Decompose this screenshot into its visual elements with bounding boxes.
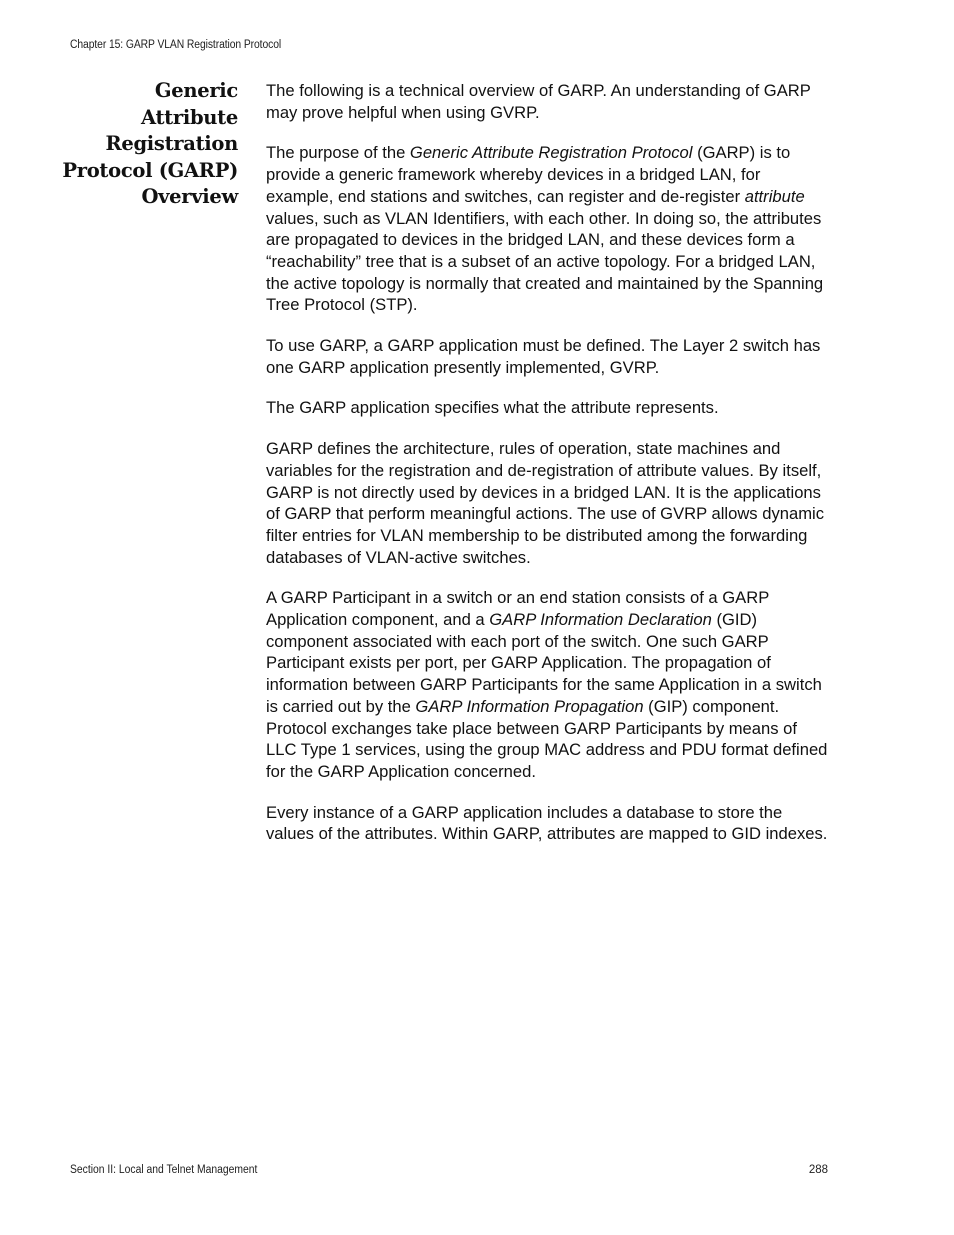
paragraph-application: To use GARP, a GARP application must be defined. The Layer 2 switch has one GARP application presently implemented, GVRP. [266,336,821,377]
text-run: (GARP) is to provide a generic framework whereby devices in a bridged LAN, for example, end stations and switches, can register and de-register [266,143,791,206]
text-run: values, such as VLAN Identifiers, with each other. In doing so, the attributes are propagated to devices in the bridged LAN, and these devices form a “reachability” tree that is a subset of an active topology. For a bridged LAN, the active topology is normally that created and maintained by the Spanning Tree Protocol (STP). [266,208,824,315]
running-header: Chapter 15: GARP VLAN Registration Protocol [70,39,282,51]
paragraph-intro: The following is a technical overview of GARP. An understanding of GARP may prove helpful when using GVRP. [266,81,811,122]
text-run: (GID) component associated with each port of the switch. One such GARP Participant exists per port, per GARP Application. The propagation of information between GARP Participants for the same Application in a switch is carried out by the [266,610,822,716]
heading-line: Protocol (GARP) [62,158,238,182]
heading-line: Registration [105,132,238,155]
paragraph-attribute: The GARP application specifies what the attribute represents. [266,398,719,418]
paragraph-database: Every instance of a GARP application includes a database to store the values of the attributes. Within GARP, attributes are mapped to GID indexes. [266,802,828,844]
italic-term: Generic Attribute Registration Protocol [409,143,693,163]
text-run: A GARP Participant in a switch or an end station consists of a GARP Application component, and a [266,588,769,630]
page-number: 288 [808,1164,828,1176]
heading-line: Generic [154,79,238,102]
heading-line: Attribute [140,105,238,129]
section-heading [40,78,238,211]
paragraph-purpose [266,142,832,316]
heading-line: Overview [141,185,238,208]
text-run: (GIP) component. Protocol exchanges take place between GARP Participants by means of LLC Type 1 services, using the group MAC address and PDU format defined for the GARP Application concerned. [266,696,828,781]
footer-section: Section II: Local and Telnet Management [70,1164,258,1176]
italic-term: GARP Information Declaration [489,610,712,630]
paragraph-architecture: GARP defines the architecture, rules of operation, state machines and variables for the registration and de-registration of attribute values. By itself, GARP is not directly used by devices in a bridged LAN. It is the applications of GARP that perform meaningful actions. The use of GVRP allows dynamic filter entries for VLAN membership to be distributed among the forwarding databases of VLAN-active switches. [266,439,825,567]
italic-term: attribute [744,186,805,206]
paragraph-participant [266,587,832,782]
text-run: The purpose of the [266,143,410,163]
body-text [266,80,832,864]
italic-term: GARP Information Propagation [415,696,644,716]
